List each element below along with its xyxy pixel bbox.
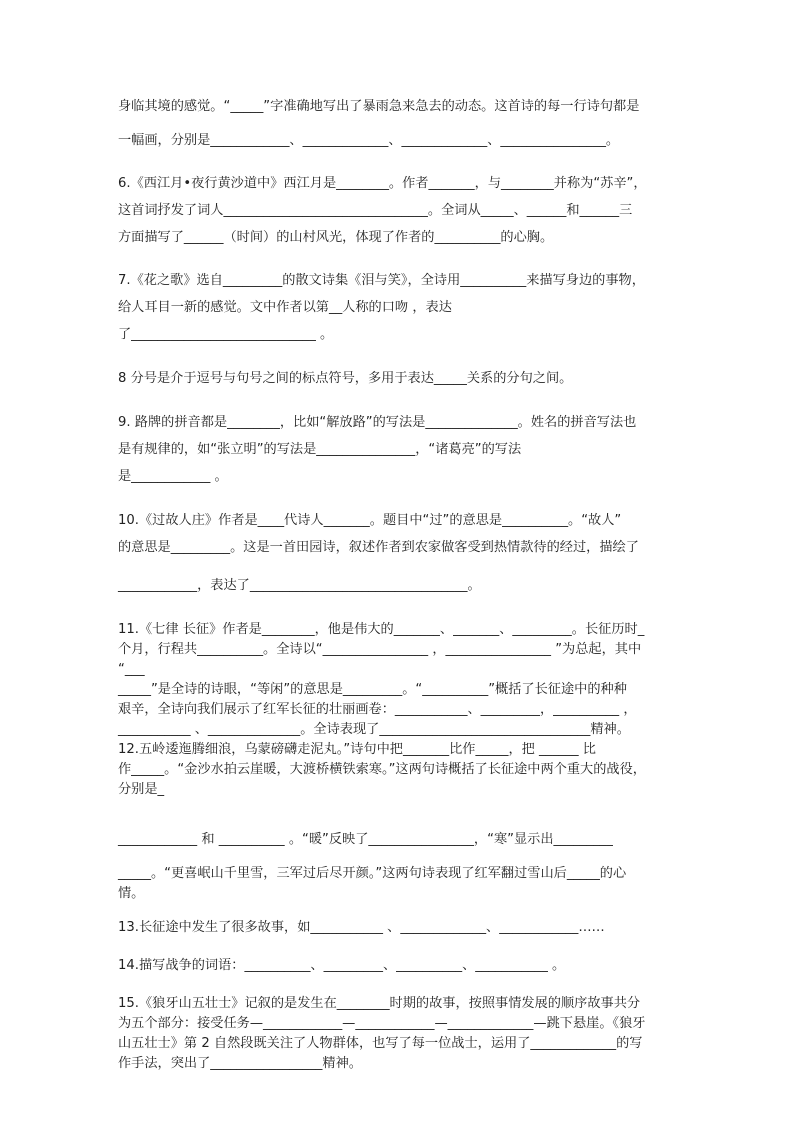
text-line: 一幅画，分别是____________、_____________、_____________、________________。 bbox=[118, 133, 620, 148]
question-7-line: 7.《花之歌》选自_________的散文诗集《泪与笑》，全诗用__________来描写身边的事物， bbox=[118, 273, 645, 288]
text-line: 为五个部分：接受任务—____________—____________—_____________—跳下悬崖。《狼牙 bbox=[118, 1016, 646, 1031]
text-line: 是____________ 。 bbox=[118, 469, 228, 484]
question-12-line: 12.五岭逶迤腾细浪，乌蒙磅礴走泥丸。”诗句中把_______比作_____，把 ______ 比 bbox=[118, 742, 596, 757]
question-6-line: 6.《西江月•夜行黄沙道中》西江月是________。作者_______，与________并称为“苏辛”， bbox=[118, 176, 647, 191]
question-13-line: 13.长征途中发生了很多故事，如___________ 、_____________、____________…… bbox=[118, 920, 605, 935]
text-line: 是有规律的，如“张立明”的写法是_______________，“诸葛亮”的写法 bbox=[118, 442, 522, 457]
question-11-line: 11.《七律 长征》作者是________，他是伟大的_______、_______、_________。长征历时_ bbox=[118, 622, 645, 637]
text-line: 的意思是_________。这是一首田园诗，叙述作者到农家做客受到热情款待的经过，描绘了 bbox=[118, 540, 639, 555]
text-line: ____________，表达了_________________________________。 bbox=[118, 578, 481, 593]
question-9-line: 9. 路牌的拼音都是________，比如“解放路”的写法是______________。姓名的拼音写法也 bbox=[118, 415, 637, 430]
text-line: 艰辛，全诗向我们展示了红军长征的壮丽画卷：___________、_________，__________ ， bbox=[118, 702, 637, 717]
text-line: 情。 bbox=[118, 886, 145, 901]
text-line: 身临其境的感觉。“_____”字准确地写出了暴雨急来急去的动态。这首诗的每一行诗句都是 bbox=[118, 99, 640, 114]
text-line: 作_____。“金沙水拍云崖暖，大渡桥横铁索寒。”这两句诗概括了长征途中两个重大的战役， bbox=[118, 762, 646, 777]
text-line: 山五壮士》第 2 自然段既关注了人物群体，也写了每一位战士，运用了_____________的写 bbox=[118, 1036, 643, 1051]
question-8-line: 8 分号是介于逗号与句号之间的标点符号，多用于表达_____关系的分句之间。 bbox=[118, 371, 573, 386]
question-14-line: 14.描写战争的词语：__________、_________、__________、___________ 。 bbox=[118, 958, 566, 973]
text-line: 这首词抒发了词人_______________________________。全词从_____、______和______三 bbox=[118, 203, 633, 218]
question-text-block bbox=[118, 97, 678, 1074]
text-line: 了____________________________ 。 bbox=[118, 327, 334, 342]
text-line: “___ bbox=[118, 662, 145, 677]
text-line: _____。“更喜岷山千里雪，三军过后尽开颜。”这两句诗表现了红军翻过雪山后_____的心 bbox=[118, 866, 627, 881]
text-line: 方面描写了______（时间）的山村风光，体现了作者的__________的心胸。 bbox=[118, 230, 554, 245]
text-line: 分别是_ bbox=[118, 782, 165, 797]
text-line: _____”是全诗的诗眼，“等闲”的意思是_________。“__________”概括了长征途中的种种 bbox=[118, 682, 627, 697]
question-10-line: 10.《过故人庄》作者是____代诗人_______。题目中“过”的意思是__________。“故人” bbox=[118, 513, 622, 528]
text-line: 作手法，突出了_________________精神。 bbox=[118, 1056, 362, 1071]
text-line: ___________ 、______________。全诗表现了________________________________精神。 bbox=[118, 722, 630, 737]
text-line: ____________ 和 __________ 。“暖”反映了________________，“寒”显示出_________ bbox=[118, 832, 613, 847]
text-line: 给人耳目一新的感觉。文中作者以第__人称的口吻 ，表达 bbox=[118, 300, 452, 315]
question-15-line: 15.《狼牙山五壮士》记叙的是发生在________时期的故事，按照事情发展的顺序故事共分 bbox=[118, 996, 641, 1011]
text-line: 个月，行程共__________。全诗以“________________ ，________________ ”为总起，其中 bbox=[118, 642, 642, 657]
